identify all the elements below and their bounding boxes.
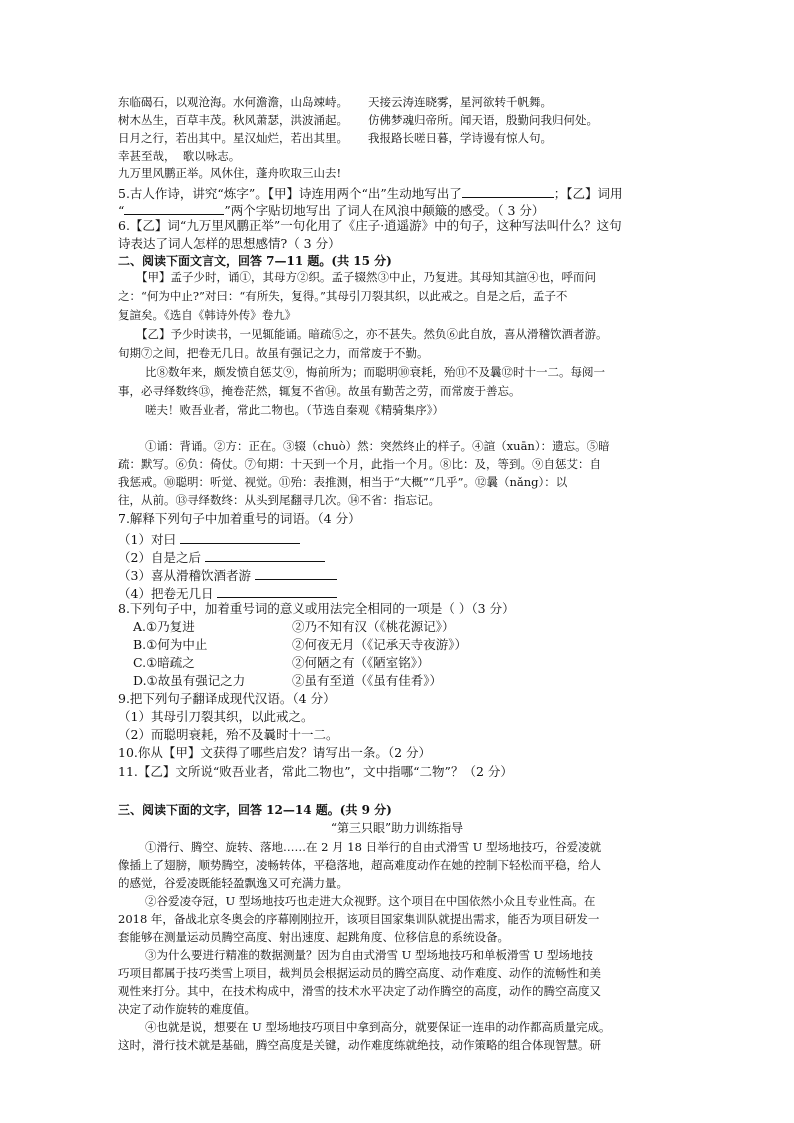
option-a[interactable]: A.①乃复进	[133, 619, 195, 634]
yi-text: 嗟夫！败吾业者，常此二物也。（节选自秦观《精骑集序》）	[145, 403, 444, 417]
annotation-line: 往，从前。⑬寻绎数终：从头到尾翻寻几次。⑭不省：指忘记。	[118, 493, 440, 507]
option-b-compare: ②何夜无月（《记承天寺夜游》）	[292, 637, 468, 652]
question-9: 9.把下列句子翻译成现代汉语。（4 分）	[118, 691, 336, 706]
item-label: （2）自是之后	[118, 550, 201, 565]
question-5-text: 5.古人作诗，讲究“炼字”。【甲】诗连用两个“出”生动地写出了	[118, 186, 462, 201]
answer-blank[interactable]	[180, 531, 300, 544]
annotation-line: 我惩戒。⑩聪明：听觉、视觉。⑪殆：表推测，相当于“大概”“几乎”。⑫曩（nǎng）：以	[118, 475, 568, 489]
item-label: （4）把卷无几日	[118, 586, 214, 601]
yi-text: 【乙】予少时读书，一见辄能诵。暗疏⑤之，亦不甚失。然负⑥此自放，喜从滑稽饮酒者游。	[136, 327, 608, 341]
yi-text: 事，必寻绎数终⑬，掩卷茫然，辄复不省⑭。故虽有勤苦之劳，而常废于善忘。	[118, 384, 521, 398]
question-5-cont	[118, 202, 544, 218]
question-7-item	[118, 585, 337, 601]
section-2-heading: 二、阅读下面文言文，回答 7—11 题。(共 15 分)	[118, 254, 392, 268]
option-d-compare: ②虽有至道（《虽有佳肴》）	[292, 673, 443, 688]
answer-blank[interactable]	[217, 585, 337, 598]
annotation-line: 疏：默写。⑥负：倚仗。⑦旬期：十天到一个月，此指一个月。⑧比：及，等到。⑨自惩艾：自	[118, 457, 601, 471]
answer-blank[interactable]	[255, 567, 337, 580]
annotation-line: ①诵：背诵。②方：正在。③辍（chuò）然：突然终止的样子。④諠（xuān）：遗忘。⑤暗	[145, 439, 610, 453]
article-line: 像插上了翅膀，顺势腾空，凌畅转体，平稳落地，超高难度动作在她的控制下轻松而平稳，给人	[118, 858, 601, 872]
article-line: ④也就是说，想要在 U 型场地技巧项目中拿到高分，就要保证一连串的动作都高质量完成。	[145, 1020, 611, 1034]
question-7-item	[118, 567, 337, 583]
question-9-item: （2）而聪明衰耗，殆不及曩时十一二。	[118, 727, 339, 742]
answer-blank[interactable]	[205, 549, 325, 562]
poem-line: 天接云涛连晓雾，星河欲转千帆舞。	[368, 95, 552, 109]
article-line: 决定了动作旋转的难度值。	[118, 1002, 256, 1016]
article-line: ③为什么要进行精准的数据测量？因为自由式滑雪 U 型场地技巧和单板滑雪 U 型场地技	[145, 948, 594, 962]
question-6: 6.【乙】词“九万里风鹏正举”一句化用了《庄子·逍遥游》中的句子，这种写法叫什么？这句	[118, 218, 622, 233]
question-5-text-3: ”两个字贴切地写出 了词人在风浪中颠簸的感受。（ 3 分）	[224, 203, 545, 218]
poem-line: 东临碣石，以观沧海。水何澹澹，山岛竦峙。	[118, 95, 348, 109]
question-7-item	[118, 549, 325, 565]
question-6-cont: 诗表达了词人怎样的思想感情?（ 3 分）	[118, 236, 341, 251]
question-5	[118, 185, 623, 201]
article-line: 2018 年，备战北京冬奥会的序幕刚刚拉开，该项目国家集训队就提出需求，能否为项目研发一	[118, 912, 600, 926]
poem-line: 仿佛梦魂归帝所。闻天语，殷勤问我归何处。	[368, 113, 598, 127]
article-line: 巧项目都属于技巧类雪上项目，裁判员会根据运动员的腾空高度、动作难度、动作的流畅性和美	[118, 966, 601, 980]
poem-line: 我报路长嗟日暮，学诗谩有惊人句。	[368, 131, 552, 145]
question-5-text-2: ；【乙】词用	[553, 186, 623, 201]
poem-line: 九万里风鹏正举。风休住，蓬舟吹取三山去!	[118, 166, 342, 180]
article-line: 套能够在测量运动员腾空高度、射出速度、起跳角度、位移信息的系统设备。	[118, 930, 509, 944]
article-line: 观性来打分。其中，在技术构成中，滑雪的技术水平决定了动作腾空的高度，动作的腾空高度又	[118, 984, 601, 998]
section-3-heading: 三、阅读下面的文字，回答 12—14 题。(共 9 分)	[118, 803, 392, 817]
item-label: （1）对曰	[118, 532, 176, 547]
article-title: “第三只眼”助力训练指导	[330, 821, 464, 835]
option-a-compare: ②乃不知有汉（《桃花源记》）	[292, 619, 455, 634]
poem-line: 树木丛生，百草丰茂。秋风萧瑟，洪波涌起。	[118, 113, 348, 127]
quote-open: “	[118, 203, 125, 218]
option-b[interactable]: B.①何为中止	[133, 637, 208, 652]
option-d[interactable]: D.①故虽有强记之力	[133, 673, 246, 688]
question-8: 8.下列句子中，加着重号词的意义或用法完全相同的一项是（ ）（3 分）	[118, 601, 515, 616]
article-line: ②谷爱凌夺冠，U 型场地技巧也走进大众视野。这个项目在中国依然小众且专业性高。在	[145, 894, 596, 908]
option-c-compare: ②何陋之有（《陋室铭》）	[292, 655, 430, 670]
question-11: 11.【乙】文所说“败吾业者，常此二物也”，文中指哪“二物”？（2 分）	[118, 764, 513, 779]
question-10: 10.你从【甲】文获得了哪些启发？请写出一条。（2 分）	[118, 745, 432, 760]
article-line: 的感觉，谷爱凌既能轻盈飘逸又可充满力量。	[118, 876, 348, 890]
question-9-item: （1）其母引刀裂其织，以此戒之。	[118, 709, 314, 724]
answer-blank[interactable]	[462, 185, 554, 198]
jia-text: 【甲】孟子少时，诵①，其母方②织。孟子辍然③中止，乃复进。其母知其諠④也，呼而问	[136, 270, 596, 284]
option-c[interactable]: C.①暗疏之	[133, 655, 195, 670]
question-7-item	[118, 531, 300, 547]
article-line: ①滑行、腾空、旋转、落地……在 2 月 18 日举行的自由式滑雪 U 型场地技巧，谷爱凌就	[145, 840, 602, 854]
article-line: 这时，滑行技术就是基础，腾空高度是关键，动作难度练就绝技，动作策略的组合体现智慧。研	[118, 1038, 601, 1052]
answer-blank[interactable]	[124, 202, 224, 215]
poem-line: 幸甚至哉， 歌以咏志。	[118, 149, 241, 163]
jia-text: 复諠矣。《选自《韩诗外传》卷九》	[118, 308, 297, 322]
item-label: （3）喜从滑稽饮酒者游	[118, 568, 251, 583]
poem-line: 日月之行，若出其中。星汉灿烂，若出其里。	[118, 131, 348, 145]
question-7: 7.解释下列句子中加着重号的词语。（4 分）	[118, 511, 361, 526]
yi-text: 旬期⑦之间，把卷无几日。故虽有强记之力，而常废于不勤。	[118, 346, 429, 360]
yi-text: 比⑧数年来，颇发愤自惩艾⑨，悔前所为；而聪明⑩衰耗，殆⑪不及曩⑫时十一二。每阅一	[145, 365, 605, 379]
jia-text: 之：“何为中止?”对曰：“有所失，复得。”其母引刀裂其织，以此戒之。自是之后，孟子不	[118, 289, 568, 303]
